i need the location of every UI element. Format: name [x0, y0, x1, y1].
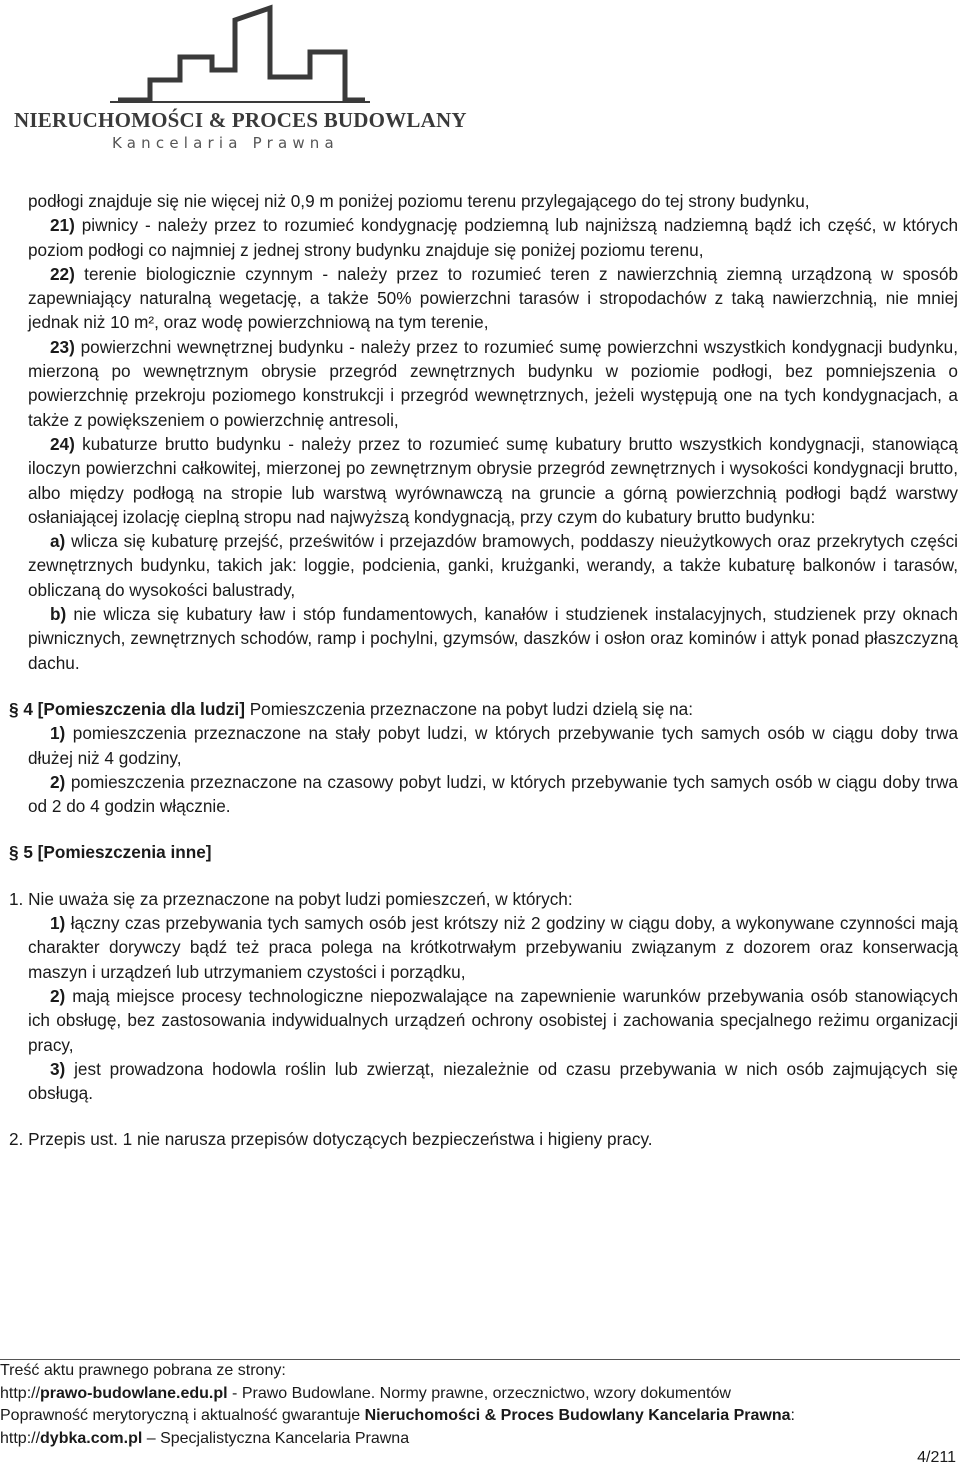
item-number: 2): [50, 985, 66, 1006]
definition-24: [28, 432, 958, 529]
brand-tagline: Kancelaria Prawna: [112, 134, 339, 152]
item-text: kubaturze brutto budynku - należy przez to rozumieć sumę kubatury brutto wszystkich kondygnacji, stanowiącą iloczyn powierzchni całkowitej, mierzonej po zewnętrznym obrysie przegród zewnętrznych i wysokości kondygnacji brutto, albo między podłogą na stropie lub warstwą wyrównawczą na gruncie a górną powierzchnią podłogi bądź warstwy osłaniającej izolację cieplną stropu nad najwyższą kondygnacją, przy czym do kubatury brutto budynku:: [28, 433, 958, 527]
definition-23: [28, 335, 958, 432]
footer-link-dybka[interactable]: dybka.com.pl: [40, 1429, 143, 1447]
section-5-item-2: [28, 984, 958, 1057]
footer-url-prefix: http://: [0, 1429, 41, 1447]
footer-firm-line: [0, 1428, 960, 1451]
footer-source-line: [0, 1383, 960, 1406]
item-letter: a): [50, 531, 66, 552]
item-number: 3): [50, 1058, 66, 1079]
document-body: [9, 189, 958, 1152]
item-text: łączny czas przebywania tych samych osób jest krótszy niż 2 godziny w ciągu doby, a wykonywane czynności mają charakter dorywczy bądź też praca polega na krótkotrwałym przebywaniu związanym z dozorem oraz konserwacją maszyn i urządzeń lub utrzymaniem czystości i porządku,: [28, 913, 958, 982]
item-text: wlicza się kubaturę przejść, prześwitów i przejazdów bramowych, poddaszy nieużytkowych oraz przekrytych części zewnętrznych budynku, takich jak: loggie, podcienia, ganki, krużganki, werandy, a także kubaturę balkonów i tarasów, obliczaną do wysokości balustrady,: [28, 531, 958, 600]
footer-source-desc: - Prawo Budowlane. Normy prawne, orzecznictwo, wzory dokumentów: [227, 1384, 731, 1402]
letterhead-logo: [0, 0, 960, 160]
section-5-para-1: 1. Nie uważa się za przeznaczone na pobyt ludzi pomieszczeń, w których:: [9, 888, 573, 909]
item-text: powierzchni wewnętrznej budynku - należy przez to rozumieć sumę powierzchni wszystkich kondygnacji budynku, mierzoną po wewnętrznym obrysie przegród zewnętrznych budynku w poziomie podłogi, bez pomniejszenia o powierzchnię przekroju poziomego konstrukcji i przegród wewnętrznych, jeżeli występują one na tych kondygnacjach, a także z powiększeniem o powierzchnię antresoli,: [28, 336, 958, 430]
item-number: 1): [50, 723, 66, 744]
item-number: 23): [50, 336, 75, 357]
item-number: 21): [50, 215, 75, 236]
item-text: nie wlicza się kubatury ław i stóp fundamentowych, kanałów i studzienek instalacyjnych, studzienek przy oknach piwnicznych, zewnętrznych schodów, ramp i pochylni, gzymsów, daszków i osłon oraz kominów i attyk ponad płaszczyzną dachu.: [28, 604, 958, 673]
section-intro: Pomieszczenia przeznaczone na pobyt ludzi dzielą się na:: [244, 698, 694, 719]
item-text: piwnicy - należy przez to rozumieć kondygnację podziemną lub najniższą nadziemną bądź ich część, w których poziom podłogi co najmniej z jednej strony budynku znajduje się poniżej poziomu terenu,: [28, 215, 958, 260]
section-5-item-3: [28, 1057, 958, 1106]
item-number: 24): [50, 433, 75, 454]
item-text: jest prowadzona hodowla roślin lub zwierząt, niezależnie od czasu przebywania w nich osób zajmujących się obsługą.: [28, 1058, 958, 1104]
item-text: terenie biologicznie czynnym - należy przez to rozumieć teren z nawierzchnią ziemną urządzoną w sposób zapewniający naturalną wegetację, a także 50% powierzchni tarasów i stropodachów z taką nawierzchnią, nie mniej jednak niż 10 m², oraz wodę powierzchniową na tym terenie,: [28, 263, 958, 333]
brand-name: NIERUCHOMOŚCI & PROCES BUDOWLANY: [14, 108, 467, 132]
paragraph-continuation: podłogi znajduje się nie więcej niż 0,9 m poniżej poziomu terenu przylegającego do tej strony budynku,: [28, 191, 810, 211]
section-heading: § 5 [Pomieszczenia inne]: [9, 842, 212, 863]
item-text: pomieszczenia przeznaczone na stały pobyt ludzi, w których przebywanie tych samych osób w ciągu doby trwa dłużej niż 4 godziny,: [28, 723, 958, 768]
footer-guarantee-text: Poprawność merytoryczną i aktualność gwarantuje: [0, 1407, 365, 1424]
section-5: [9, 840, 958, 864]
footer-firm-name: Nieruchomości & Proces Budowlany Kancelaria Prawna: [364, 1407, 791, 1424]
definition-21: [28, 213, 958, 262]
footer-source-label: Treść aktu prawnego pobrana ze strony:: [0, 1362, 286, 1379]
section-4-item-2: [28, 770, 958, 819]
footer-link-prawo-budowlane[interactable]: prawo-budowlane.edu.pl: [40, 1384, 228, 1402]
footer-firm-desc: – Specjalistyczna Kancelaria Prawna: [142, 1429, 410, 1447]
footer-colon: :: [790, 1407, 795, 1424]
page-footer: [0, 1359, 960, 1450]
section-5-item-1: [28, 911, 958, 984]
subitem-a: [28, 529, 958, 602]
footer-guarantee-line: [0, 1405, 960, 1428]
section-heading: § 4 [Pomieszczenia dla ludzi]: [9, 698, 245, 719]
item-number: 2): [50, 771, 66, 792]
section-5-para-2: 2. Przepis ust. 1 nie narusza przepisów dotyczących bezpieczeństwa i higieny pracy.: [9, 1129, 653, 1150]
section-4: [9, 697, 958, 721]
item-text: pomieszczenia przeznaczone na czasowy pobyt ludzi, w których przebywanie tych samych osób w ciągu doby trwa od 2 do 4 godzin włącznie.: [28, 771, 958, 817]
definition-22: [28, 262, 958, 335]
item-number: 1): [50, 913, 66, 934]
item-number: 22): [50, 263, 75, 284]
item-text: mają miejsce procesy technologiczne niepozwalające na zapewnienie warunków przebywania osób stanowiących ich obsługę, bez zastosowania indywidualnych urządzeń ochrony osobistej i zachowania specjalnego reżimu organizacji pracy,: [28, 985, 958, 1055]
page-number: 4/211: [917, 1449, 956, 1466]
item-letter: b): [50, 604, 67, 625]
subitem-b: [28, 602, 958, 675]
city-skyline-icon: [110, 2, 370, 107]
section-4-item-1: [28, 721, 958, 770]
footer-url-prefix: http://: [0, 1384, 41, 1402]
